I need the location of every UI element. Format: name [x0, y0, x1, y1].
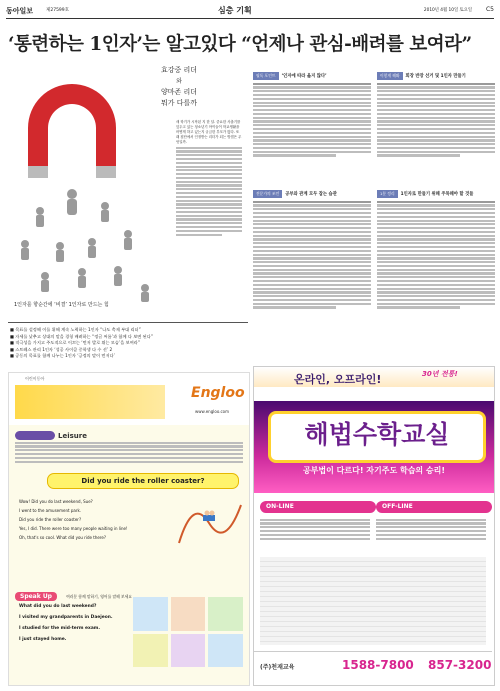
roller-coaster-illustration [177, 493, 243, 549]
speak-up-header [15, 583, 132, 602]
section-2 [377, 62, 495, 158]
divider [8, 322, 248, 323]
ad-top [9, 373, 249, 425]
online-text [260, 517, 370, 541]
magnet-illustration [10, 66, 160, 302]
ad-footer [254, 651, 492, 682]
picture-cell [208, 597, 243, 631]
dialogue [19, 497, 179, 542]
section-3 [253, 180, 371, 310]
speak-line: I studied for the mid-term exam. [19, 626, 101, 631]
phone-offline: 857-3200 [428, 658, 492, 672]
speak-line: I just stayed home. [19, 637, 67, 642]
lesson-badge [15, 431, 55, 440]
speak-up-sub: 여러분 함께 말하기, 영어를 말해 보세요 [66, 594, 133, 599]
speak-lines [19, 601, 129, 645]
brand-site: www.engloo.com [195, 409, 230, 414]
section-title: 심층 기획 [218, 6, 252, 15]
leisure-section [15, 431, 243, 464]
academy-slogan: 공부법이 다르다! 자기주도 학습의 승리! [302, 466, 446, 475]
offline-text [376, 517, 486, 541]
byline-mid: 와 [176, 78, 182, 85]
leisure-title: Leisure [58, 431, 87, 440]
bullet-item: ■ 스트레스 관리 1인자 ‘성공 사이클 중학생 다 수 선’ 2 [10, 346, 113, 352]
question-banner: Did you ride the roller coaster? [47, 473, 239, 489]
page-number: C5 [485, 6, 494, 13]
dialogue-line: Wow! Did you do last weekend, Sue? [19, 499, 93, 504]
section-title: 회장 반장 선거 및 1인자 만들기 [405, 74, 466, 79]
bullet-item: ■ 자세를 낮추고 상대의 말을 경청 배려하는 “정글 씨름’과 함께 다 보면 된다” [10, 333, 153, 339]
picture-cell [208, 634, 243, 668]
online-tab: ON-LINE [260, 501, 376, 513]
bullet-item: ■ 목표를 설정해 이를 위해 계속 노력하는 1인자 “나도 축제 부대 리더” [10, 327, 141, 332]
byline [148, 65, 210, 109]
academy-title: 해법수학교실 [268, 411, 486, 463]
byline-name1: 효강중 리더 [160, 66, 198, 74]
branch-list-table [260, 557, 486, 645]
dialogue-line: Yes, I did. There were too many people waiting in line! [19, 526, 128, 531]
section-1 [253, 62, 371, 158]
dialogue-line: Oh, that's so cool. What did you ride there? [19, 535, 106, 540]
brand-logo: Engloo [191, 385, 245, 401]
ad-label: 어린이동아 [25, 376, 45, 381]
article-body [176, 120, 242, 237]
dialogue-line: Did you ride the roller coaster? [19, 517, 82, 522]
section-title: 공부와 관계 모두 잡는 습관 [285, 192, 337, 197]
section-title: 1인자로 만들기 위해 주목해야 할 것들 [400, 192, 474, 197]
section-4 [377, 180, 495, 310]
picture-cell [133, 597, 168, 631]
picture-cell [133, 634, 168, 668]
ad-badge: 30년 전통! [422, 370, 458, 378]
offline-tab: OFF-LINE [376, 501, 492, 513]
picture-cell [171, 597, 206, 631]
section-title: ‘인자에 따라 옮지 않다’ [281, 74, 327, 79]
date: 2010년 4월 10일 토요일 [423, 8, 472, 13]
dialogue-line: I went to the amusement park. [19, 508, 82, 513]
byline-tail: 뭐가 다를까 [160, 99, 198, 107]
speak-up-label: Speak Up [15, 592, 57, 601]
bullet-item: ■ 적극성을 가지고 주도적으로 이끄는 ‘먼저 발로 뛰는 모습’을 보여라” [10, 340, 140, 346]
article-text: 새 학기가 시작된 지 한 달. 중요한 사춘기를 앞두고 있는 청소년기 아이들이 학교생활을 어떻게 하고 있는지 궁금한 부모가 많다. 또래 집단에서 인정받는 리더가 되는 방법은 무엇일까. [176, 120, 242, 144]
ad-tagline: 온라인, 오프라인! [294, 373, 382, 386]
byline-name2: 양마존 리더 [160, 88, 198, 96]
bullet-list [10, 327, 248, 360]
issue: 제27599호 [46, 8, 70, 13]
phone-online: 1588-7800 [342, 658, 414, 672]
paper-title: 동아일보 [6, 7, 34, 15]
headline: ‘통련하는 1인자’는 알고있다 “언제나 관심-배려를 보여라” [8, 34, 472, 55]
engloo-ad [8, 372, 250, 686]
bullet-item: ■ 공동의 목표를 함께 나누는 1인자 ‘긍정의 말이 먼저다’ [10, 353, 115, 359]
picture-grid [133, 597, 243, 667]
math-academy-ad [253, 366, 495, 686]
section-tag: 1분 정리 [377, 190, 398, 198]
picture-cell [171, 634, 206, 668]
illustration-caption: 1인자를 향순간에 ‘비결’ 1인자로 만드는 힘 [14, 302, 109, 308]
page-header [6, 4, 494, 19]
ad-photo [15, 385, 165, 419]
section-tag: 전문가의 조언 [253, 190, 282, 198]
speak-line: I visited my grandparents in Daejeon. [19, 615, 113, 620]
section-tag: 필독 포인트 [253, 72, 279, 80]
company-name: (주)천재교육 [260, 664, 295, 671]
speak-line: What did you do last weekend? [19, 604, 97, 609]
section-tag: 이렇게 해봐 [377, 72, 403, 80]
